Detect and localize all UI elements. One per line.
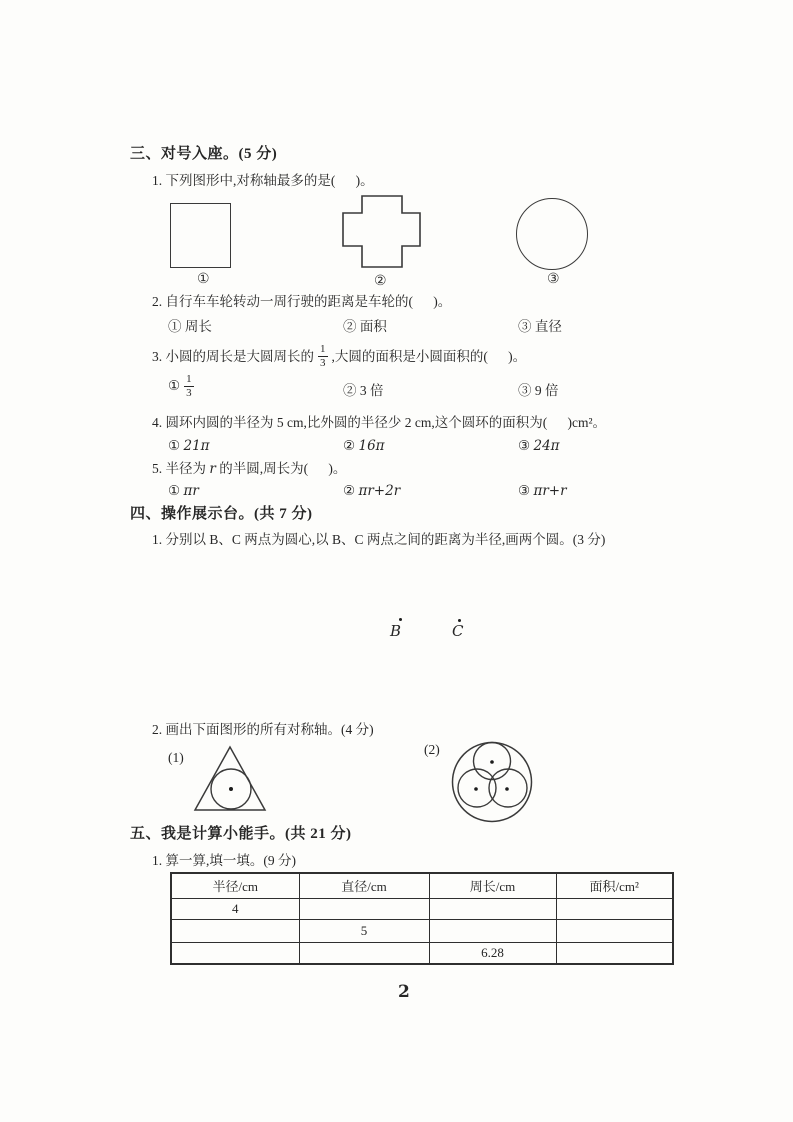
table-header-circumference: 周长/cm — [429, 873, 556, 898]
s4-question-2: 2. 画出下面图形的所有对称轴。(4 分) — [152, 722, 374, 737]
question-4: 4. 圆环内圆的半径为 5 cm,比外圆的半径少 2 cm,这个圆环的面积为( )cm²。 — [152, 415, 607, 430]
section-five-heading: 五、我是计算小能手。(共 21 分) — [130, 826, 352, 842]
q2-option-1: ① 周长 — [168, 319, 212, 334]
q3-option-3: ③ 9 倍 — [518, 383, 559, 398]
cell-r2-area — [556, 919, 673, 942]
q2-option-3: ③ 直径 — [518, 319, 562, 334]
circle-shape — [516, 198, 588, 270]
shape-label-2: ② — [374, 274, 387, 289]
fraction-one-third: $\frac{1}{3}$ — [320, 343, 326, 369]
q5-option-3: ③ πr+r — [518, 483, 567, 499]
fig2-label: (2) — [424, 742, 440, 757]
cell-r2-radius — [171, 919, 299, 942]
section-four-heading: 四、操作展示台。(共 7 分) — [130, 506, 313, 522]
table-header-area: 面积/cm² — [556, 873, 673, 898]
table-row — [171, 919, 673, 942]
q5-option-2: ② πr+2r — [343, 483, 401, 499]
shape-label-3: ③ — [547, 272, 560, 287]
q3-option-1-fraction: $\frac{1}{3}$ — [186, 373, 192, 399]
cell-r1-circumference — [429, 898, 556, 919]
q4-option-2: ② 16π — [343, 438, 385, 454]
q3-text-suffix: ,大圆的面积是小圆面积的( )。 — [331, 348, 527, 364]
question-5: 5. 半径为 r 的半圆,周长为( )。 — [152, 461, 347, 477]
fig1-label: (1) — [168, 750, 184, 765]
cross-shape — [340, 193, 424, 271]
table-header-radius: 半径/cm — [171, 873, 299, 898]
q4-option-1: ① 21π — [168, 438, 210, 454]
question-1: 1. 下列图形中,对称轴最多的是( )。 — [152, 173, 374, 188]
cell-r3-diameter — [299, 942, 429, 964]
question-3 — [152, 342, 526, 370]
cell-r1-area — [556, 898, 673, 919]
section-three-heading: 三、对号入座。(5 分) — [130, 146, 278, 162]
q3-option-2: ② 3 倍 — [343, 383, 384, 398]
s5-question-1: 1. 算一算,填一填。(9 分) — [152, 853, 296, 868]
fig1-triangle-inscribed-circle — [188, 742, 273, 816]
question-2: 2. 自行车车轮转动一周行驶的距离是车轮的( )。 — [152, 294, 452, 309]
s4-question-1: 1. 分别以 B、C 两点为圆心,以 B、C 两点之间的距离为半径,画两个圆。(3 分) — [152, 532, 606, 547]
cell-r1-diameter — [299, 898, 429, 919]
cell-r3-circumference: 6.28 — [429, 942, 556, 964]
page-number: 2 — [398, 982, 410, 1002]
table-header-diameter: 直径/cm — [299, 873, 429, 898]
q3-option-1: ① $\frac{1}{3}$ — [168, 373, 192, 399]
table-row — [171, 898, 673, 919]
calc-table — [170, 872, 674, 965]
cell-r2-circumference — [429, 919, 556, 942]
q4-option-3: ③ 24π — [518, 438, 560, 454]
fig2-three-circles-in-circle — [450, 737, 538, 825]
cell-r3-area — [556, 942, 673, 964]
q3-text-prefix: 3. 小圆的周长是大圆周长的 — [152, 348, 314, 364]
q5-option-1: ① πr — [168, 483, 199, 499]
point-b-label: B — [390, 622, 402, 640]
cell-r3-radius — [171, 942, 299, 964]
square-shape — [170, 203, 231, 268]
cell-r1-radius: 4 — [171, 898, 299, 919]
shape-label-1: ① — [197, 272, 210, 287]
table-row — [171, 942, 673, 964]
q2-option-2: ② 面积 — [343, 319, 387, 334]
point-c-label: C — [452, 622, 464, 640]
point-b-dot — [399, 618, 402, 621]
cell-r2-diameter: 5 — [299, 919, 429, 942]
